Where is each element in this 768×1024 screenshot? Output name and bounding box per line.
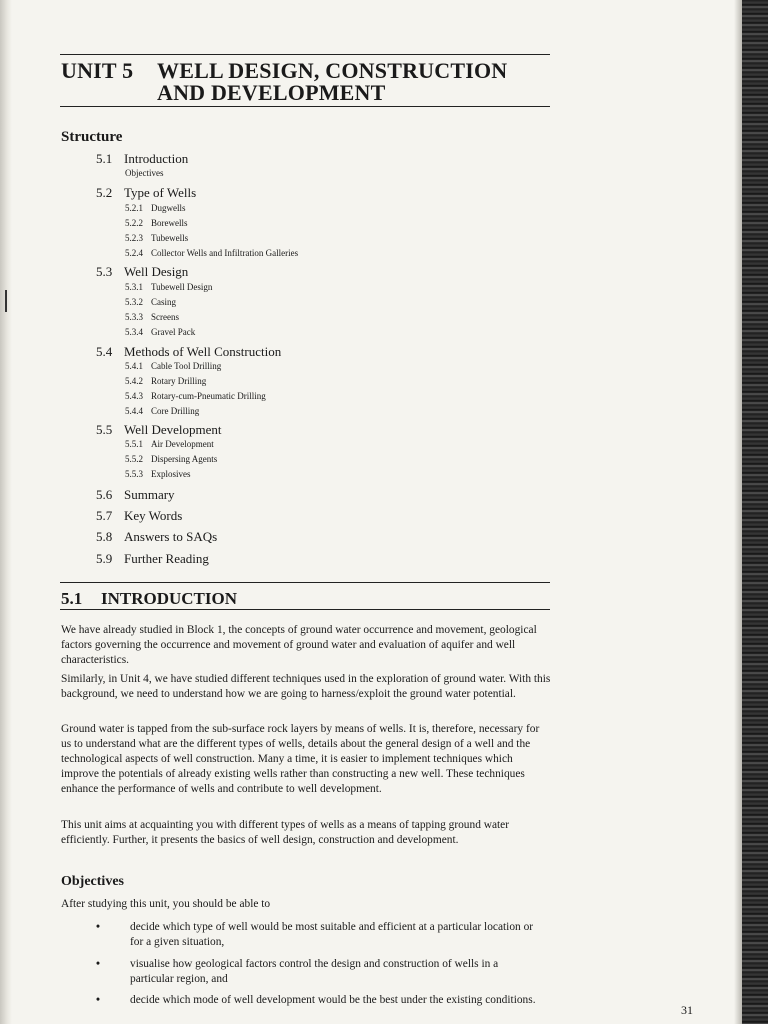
toc-subitem-title: Air Development	[151, 439, 214, 449]
toc-subitem-title: Tubewells	[151, 233, 189, 243]
structure-heading: Structure	[61, 129, 123, 145]
toc-subitem-num: 5.3.1	[125, 282, 143, 292]
objective-text: visualise how geological factors control the design and construction of wells in a particular region, and	[130, 958, 499, 985]
toc-item-title: Methods of Well Construction	[124, 344, 282, 359]
toc-subitem-title: Dispersing Agents	[151, 454, 218, 464]
toc-subitem-title: Rotary Drilling	[151, 376, 207, 386]
toc-subitem-num: 5.4.1	[125, 361, 143, 371]
toc-item	[96, 487, 175, 503]
toc-subitem	[125, 282, 212, 292]
page-number: 31	[681, 1003, 693, 1017]
objective-item	[96, 957, 536, 987]
toc-subitem	[125, 391, 266, 401]
toc-subitem	[125, 327, 195, 337]
section-top-rule	[60, 582, 550, 583]
title-top-rule	[60, 54, 550, 55]
toc-item	[96, 151, 188, 167]
scan-binding-right	[742, 0, 768, 1024]
toc-item-title: Key Words	[124, 508, 183, 523]
toc-subitem	[125, 439, 214, 449]
toc-item-num: 5.8	[96, 529, 113, 544]
objective-item	[96, 993, 536, 1008]
toc-subitem	[125, 248, 298, 258]
toc-subitem-title: Screens	[151, 312, 179, 322]
toc-subitem	[125, 168, 164, 178]
objective-text: decide which type of well would be most suitable and efficient at a particular location or for a given situation,	[130, 921, 534, 948]
toc-subitem	[125, 218, 188, 228]
toc-subitem-num: 5.5.2	[125, 454, 143, 464]
bullet-icon: •	[96, 994, 100, 1006]
toc-item	[96, 185, 196, 201]
toc-item-title: Type of Wells	[124, 185, 197, 200]
toc-item	[96, 551, 209, 567]
toc-subitem-title: Rotary-cum-Pneumatic Drilling	[151, 391, 266, 401]
objective-text: decide which mode of well development would be the best under the existing conditions.	[130, 994, 536, 1006]
toc-item	[96, 508, 182, 524]
toc-subitem-num: 5.2.4	[125, 248, 143, 258]
toc-item	[96, 529, 217, 545]
toc-subitem-num: 5.2.2	[125, 218, 143, 228]
toc-subitem-title: Core Drilling	[151, 406, 200, 416]
toc-item-title: Well Design	[124, 264, 189, 279]
section-bottom-rule	[60, 609, 550, 610]
toc-item-num: 5.6	[96, 487, 113, 502]
toc-subitem-num: 5.4.2	[125, 376, 143, 386]
toc-subitem	[125, 406, 199, 416]
toc-subitem-title: Casing	[151, 297, 177, 307]
toc-subitem	[125, 203, 186, 213]
unit-title	[61, 60, 507, 104]
paragraph: This unit aims at acquainting you with different types of wells as a means of tapping ground water efficiently. Further, it presents the basics of well design, construction and development.	[61, 819, 510, 846]
unit-title-line1: WELL DESIGN, CONSTRUCTION	[157, 58, 508, 83]
title-bottom-rule	[60, 106, 550, 107]
toc-item-num: 5.5	[96, 422, 113, 437]
toc-subitem-title: Dugwells	[151, 203, 186, 213]
toc-subitem-num: 5.5.1	[125, 439, 143, 449]
scan-shadow-left	[0, 0, 12, 1024]
section-title: INTRODUCTION	[101, 589, 238, 608]
paragraph: We have already studied in Block 1, the concepts of ground water occurrence and movement, geological factors governing the occurrence and movement of ground water and evaluation of aquifer and well characteristics.	[61, 624, 537, 666]
toc-subitem-title: Explosives	[151, 469, 191, 479]
toc-item-num: 5.3	[96, 264, 113, 279]
bullet-icon: •	[96, 921, 100, 933]
toc-item	[96, 344, 281, 360]
bullet-icon: •	[96, 958, 100, 970]
toc-item-num: 5.9	[96, 551, 113, 566]
toc-subitem-num: 5.3.2	[125, 297, 143, 307]
toc-item-title: Introduction	[124, 151, 189, 166]
paragraph: Similarly, in Unit 4, we have studied different techniques used in the exploration of ground water. With this background, we need to understand how we are going to harness/exploit the ground water potential.	[61, 673, 551, 700]
toc-subitem-num: 5.3.4	[125, 327, 143, 337]
toc-subitem-num: 5.5.3	[125, 469, 143, 479]
toc-item-title: Answers to SAQs	[124, 529, 218, 544]
toc-subitem	[125, 454, 217, 464]
toc-subitem-title: Tubewell Design	[151, 282, 213, 292]
toc-subitem-title: Cable Tool Drilling	[151, 361, 222, 371]
toc-item-title: Summary	[124, 487, 175, 502]
objectives-intro: After studying this unit, you should be able to	[61, 898, 271, 910]
section-number: 5.1	[61, 589, 83, 608]
toc-item-num: 5.4	[96, 344, 113, 359]
toc-subitem-num: 5.4.3	[125, 391, 143, 401]
toc-subitem	[125, 312, 179, 322]
unit-title-line2: AND DEVELOPMENT	[157, 80, 386, 105]
toc-subitem-title: Objectives	[125, 168, 164, 178]
toc-subitem	[125, 297, 176, 307]
toc-subitem-num: 5.2.3	[125, 233, 143, 243]
toc-item-num: 5.7	[96, 508, 113, 523]
toc-subitem-num: 5.4.4	[125, 406, 143, 416]
toc-item	[96, 264, 188, 280]
toc-item-num: 5.2	[96, 185, 113, 200]
toc-subitem-num: 5.2.1	[125, 203, 143, 213]
toc-subitem	[125, 469, 191, 479]
toc-subitem-num: 5.3.3	[125, 312, 143, 322]
toc-item-title: Further Reading	[124, 551, 209, 566]
toc-item-num: 5.1	[96, 151, 113, 166]
section-heading	[61, 589, 237, 609]
toc-subitem-title: Collector Wells and Infiltration Galleries	[151, 248, 299, 258]
toc-subitem-title: Borewells	[151, 218, 188, 228]
objective-item	[96, 920, 536, 950]
unit-label: UNIT 5	[61, 58, 134, 83]
toc-subitem-title: Gravel Pack	[151, 327, 196, 337]
toc-subitem	[125, 376, 206, 386]
toc-item-title: Well Development	[124, 422, 222, 437]
toc-subitem	[125, 361, 221, 371]
objectives-heading: Objectives	[61, 874, 124, 889]
toc-subitem	[125, 233, 188, 243]
paragraph: Ground water is tapped from the sub-surface rock layers by means of wells. It is, therefore, necessary for us to understand what are the different types of wells, details about the general design of a well and the technological aspects of well construction. Many a time, it is easier to implement techniques which improve the potentials of already existing wells rather than constructing a new well. These techniques enhance the performance of wells and contribute to well development.	[61, 723, 540, 795]
toc-item	[96, 422, 222, 438]
